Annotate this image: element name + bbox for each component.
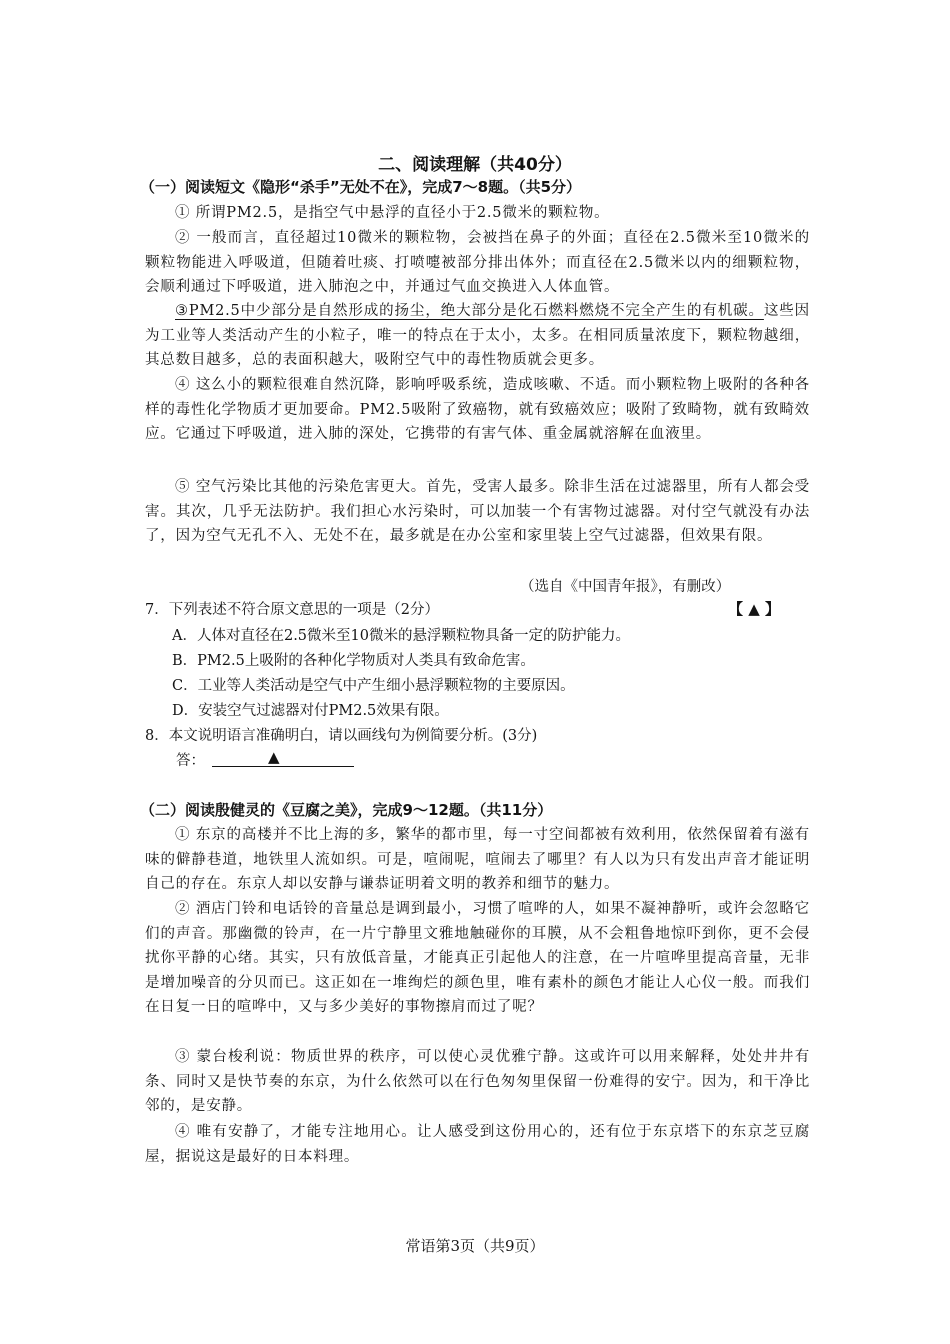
part2-paragraph-1: ① 东京的高楼并不比上海的多，繁华的都市里，每一寸空间都被有效利用，依然保留着有滋有味的僻静巷道，地铁里人流如织。可是，喧闹呢，喧闹去了哪里？有人以为只有发出声音才能证明自己的存在。东京人却以安静与谦恭证明着文明的教养和细节的魅力。	[145, 827, 810, 892]
section-title: 二、阅读理解（共40分）	[378, 155, 572, 175]
part1-paragraph-4: ④ 这么小的颗粒很难自然沉降，影响呼吸系统，造成咳嗽、不适。而小颗粒物上吸附的各种各样的毒性化学物质才更加要命。PM2.5吸附了致癌物，就有致癌效应；吸附了致畸物，就有致畸效应。它通过下呼吸道，进入肺的深处，它携带的有害气体、重金属就溶解在血液里。	[145, 377, 810, 442]
part1-paragraph-5: ⑤ 空气污染比其他的污染危害更大。首先，受害人最多。除非生活在过滤器里，所有人都会受害。其次，几乎无法防护。我们担心水污染时，可以加装一个有害物过滤器。对付空气就没有办法了，因为空气无孔不入、无处不在，最多就是在办公室和家里装上空气过滤器，但效果有限。	[145, 479, 810, 544]
part1-paragraph-2: ② 一般而言，直径超过10微米的颗粒物，会被挡在鼻子的外面；直径在2.5微米至10微米的颗粒物能进入呼吸道，但随着吐痰、打喷嚏被部分排出体外；而直径在2.5微米以内的细颗粒物，会顺利通过下呼吸道，进入肺泡之中，并通过气血交换进入人体血管。	[145, 230, 810, 295]
option-a: A．人体对直径在2.5微米至10微米的悬浮颗粒物具备一定的防护能力。	[172, 628, 630, 644]
part2-paragraph-2: ② 酒店门铃和电话铃的音量总是调到最小，习惯了喧哗的人，如果不凝神静听，或许会忽略它们的声音。那幽微的铃声，在一片宁静里文雅地触碰你的耳膜，从不会粗鲁地惊吓到你，更不会侵扰你平静的心绪。其实，只有放低音量，才能真正引起他人的注意，在一片喧哗里提高音量，无非是增加噪音的分贝而已。这正如在一堆绚烂的颜色里，唯有素朴的颜色才能让人心仪一般。而我们在日复一日的喧哗中，又与多少美好的事物擦肩而过了呢？	[145, 901, 810, 1015]
option-d: D．安装空气过滤器对付PM2.5效果有限。	[172, 703, 449, 719]
source-citation: （选自《中国青年报》，有删改）	[520, 579, 731, 595]
part2-paragraph-3: ③ 蒙台梭利说：物质世界的秩序，可以使心灵优雅宁静。这或许可以用来解释，处处井井有条、同时又是快节奏的东京，为什么依然可以在行色匆匆里保留一份难得的安宁。因为，和干净比邻的，是安静。	[145, 1049, 810, 1114]
page-footer: 常语第3页（共9页）	[405, 1237, 545, 1255]
answer-bracket: 【 ▲ 】	[728, 600, 780, 618]
question-8: 8．本文说明语言准确明白，请以画线句为例简要分析。(3分)	[145, 728, 538, 744]
part1-paragraph-3-rest: 这些因为工业等人类活动产生的小粒子，唯一的特点在于太小，太多。在相同质量浓度下，颗粒物越细，其总数目越多，总的表面积越大，吸附空气中的毒性物质就会更多。	[145, 303, 810, 368]
answer-line	[212, 766, 354, 767]
part2-paragraph-4: ④ 唯有安静了，才能专注地用心。让人感受到这份用心的，还有位于东京塔下的东京芝豆腐屋，据说这是最好的日本料理。	[145, 1124, 810, 1165]
part1-heading: （一）阅读短文《隐形“杀手”无处不在》，完成7～8题。（共5分）	[140, 178, 582, 196]
triangle-mark-icon: ▲	[268, 748, 280, 766]
part2-heading: （二）阅读殷健灵的《豆腐之美》，完成9～12题。（共11分）	[140, 801, 553, 819]
underlined-sentence: ③PM2.5中少部分是自然形成的扬尘，绝大部分是化石燃料燃烧不完全产生的有机碳。	[175, 303, 764, 319]
part1-paragraph-1: ① 所谓PM2.5，是指空气中悬浮的直径小于2.5微米的颗粒物。	[175, 205, 610, 221]
part1-paragraph-3	[145, 299, 810, 373]
question-7: 7．下列表述不符合原文意思的一项是（2分）	[145, 602, 439, 618]
option-b: B．PM2.5上吸附的各种化学物质对人类具有致命危害。	[172, 653, 535, 669]
answer-label: 答：	[176, 753, 205, 769]
option-c: C．工业等人类活动是空气中产生细小悬浮颗粒物的主要原因。	[172, 678, 575, 694]
